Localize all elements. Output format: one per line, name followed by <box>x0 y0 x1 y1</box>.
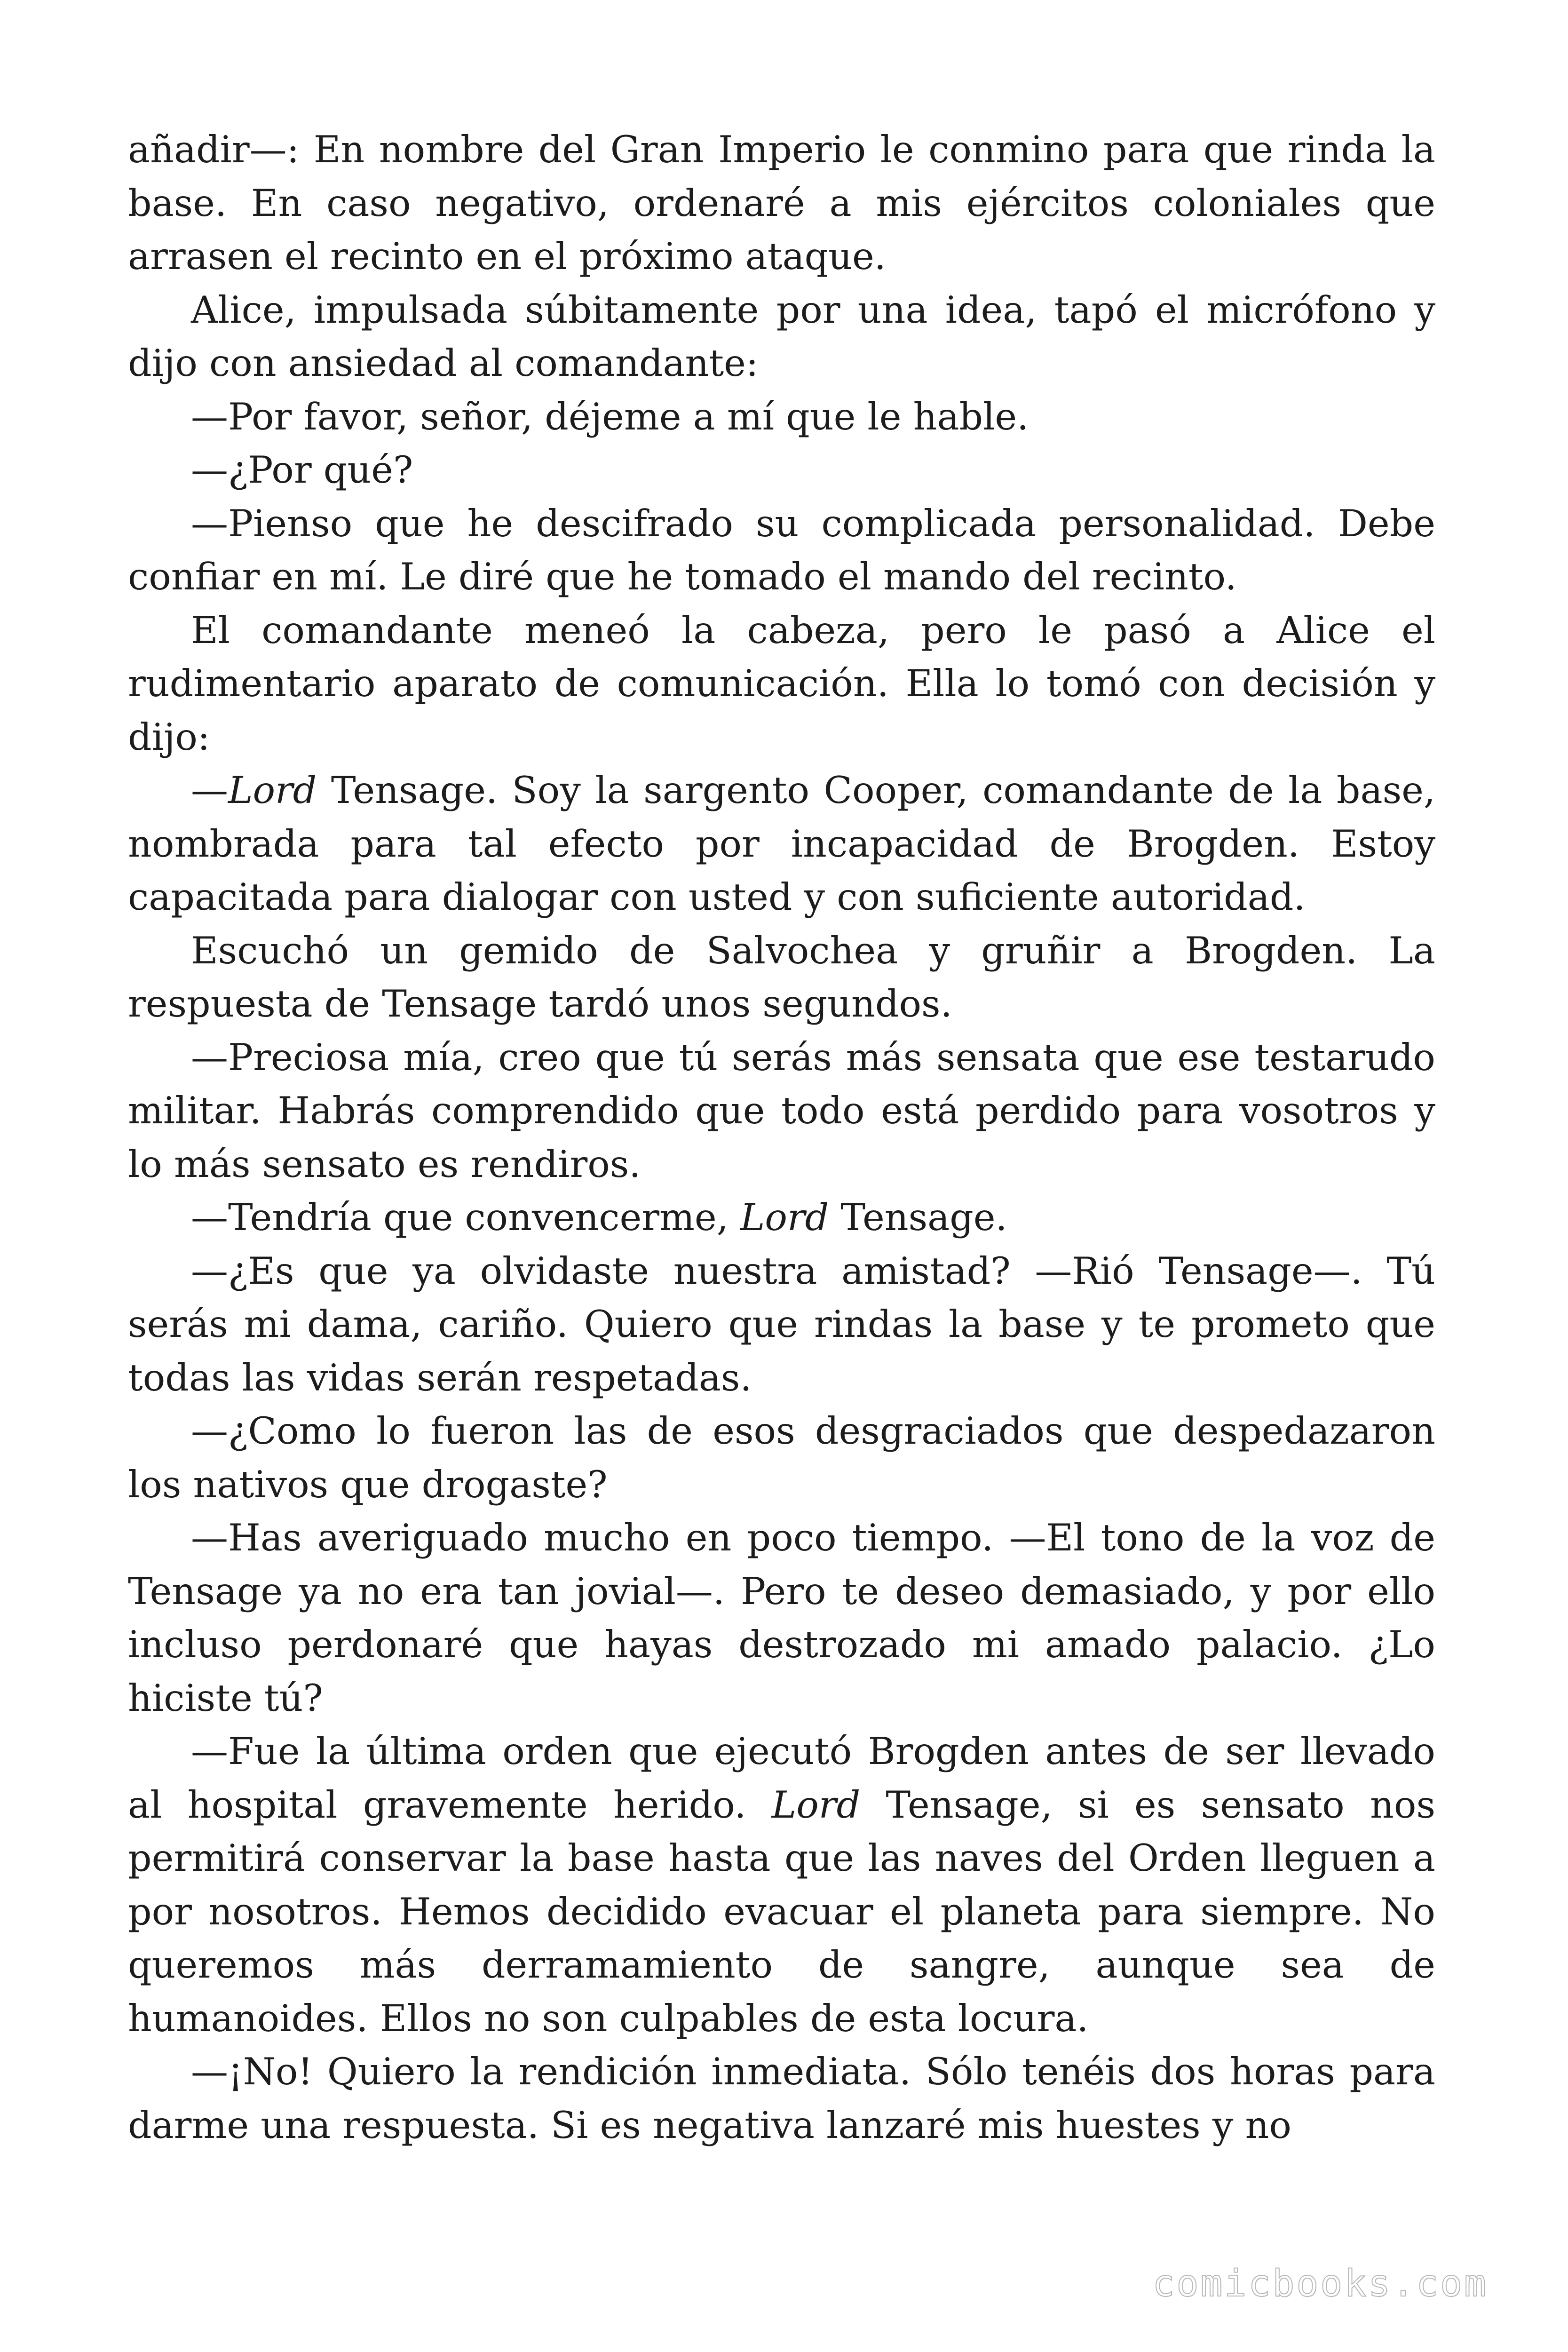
body-text <box>128 123 1435 2152</box>
paragraph <box>128 1031 1435 1192</box>
paragraph <box>128 390 1435 444</box>
italic-text: Lord <box>740 1196 829 1239</box>
watermark: comicbooks.com <box>1152 2263 1488 2305</box>
text-run: —Preciosa mía, creo que tú serás más sensata que ese testarudo militar. Habrás comprendido que todo está perdido para vosotros y lo más sensato es rendiros. <box>128 1035 1435 1186</box>
text-run: Tensage. Soy la sargento Cooper, comandante de la base, nombrada para tal efecto por incapacidad de Brogden. Estoy capacitada para dialogar con usted y con suficiente autoridad. <box>128 769 1435 919</box>
text-run: Tensage. <box>829 1196 1007 1239</box>
text-run: —Has averiguado mucho en poco tiempo. —El tono de la voz de Tensage ya no era tan jovial—. Pero te deseo demasiado, y por ello incluso perdonaré que hayas destrozado mi amado palacio. ¿Lo hiciste tú? <box>128 1516 1435 1720</box>
paragraph <box>128 764 1435 924</box>
text-run: —¡No! Quiero la rendición inmediata. Sólo tenéis dos horas para darme una respuesta. Si es negativa lanzaré mis huestes y no <box>128 2050 1435 2147</box>
paragraph <box>128 924 1435 1031</box>
italic-text: Lord <box>228 769 317 812</box>
paragraph <box>128 123 1435 284</box>
paragraph <box>128 497 1435 604</box>
paragraph <box>128 284 1435 390</box>
text-run: añadir—: En nombre del Gran Imperio le conmino para que rinda la base. En caso negativo, ordenaré a mis ejércitos coloniales que arrasen el recinto en el próximo ataque. <box>128 128 1435 278</box>
italic-text: Lord <box>771 1783 861 1827</box>
paragraph <box>128 1725 1435 2045</box>
text-run: El comandante meneó la cabeza, pero le pasó a Alice el rudimentario aparato de comunicación. Ella lo tomó con decisión y dijo: <box>128 608 1435 759</box>
paragraph <box>128 604 1435 764</box>
paragraph <box>128 2045 1435 2152</box>
paragraph <box>128 1511 1435 1725</box>
text-run: Tensage, si es sensato nos permitirá conservar la base hasta que las naves del Orden lleguen a por nosotros. Hemos decidido evacuar el planeta para siempre. No queremos más derramamiento de sangre, aunque sea de humanoides. Ellos no son culpables de esta locura. <box>128 1783 1435 2040</box>
text-run: —¿Es que ya olvidaste nuestra amistad? —Rió Tensage—. Tú serás mi dama, cariño. Quiero que rindas la base y te prometo que todas las vidas serán respetadas. <box>128 1249 1435 1399</box>
paragraph <box>128 1191 1435 1245</box>
paragraph <box>128 1405 1435 1511</box>
text-run: —Pienso que he descifrado su complicada personalidad. Debe confiar en mí. Le diré que he tomado el mando del recinto. <box>128 501 1435 598</box>
text-run: —Tendría que convencerme, <box>191 1196 740 1239</box>
paragraph <box>128 1245 1435 1405</box>
paragraph <box>128 444 1435 497</box>
text-run: Escuchó un gemido de Salvochea y gruñir a Brogden. La respuesta de Tensage tardó unos segundos. <box>128 929 1435 1025</box>
text-run: —Por favor, señor, déjeme a mí que le hable. <box>191 395 1029 438</box>
text-run: Alice, impulsada súbitamente por una idea, tapó el micrófono y dijo con ansiedad al comandante: <box>128 288 1435 385</box>
text-run: —¿Por qué? <box>191 448 413 492</box>
text-run: — <box>191 769 228 812</box>
text-run: —Fue la última orden que ejecutó Brogden antes de ser llevado al hospital gravemente herido. <box>128 1730 1435 1827</box>
text-run: —¿Como lo fueron las de esos desgraciados que despedazaron los nativos que drogaste? <box>128 1409 1435 1506</box>
